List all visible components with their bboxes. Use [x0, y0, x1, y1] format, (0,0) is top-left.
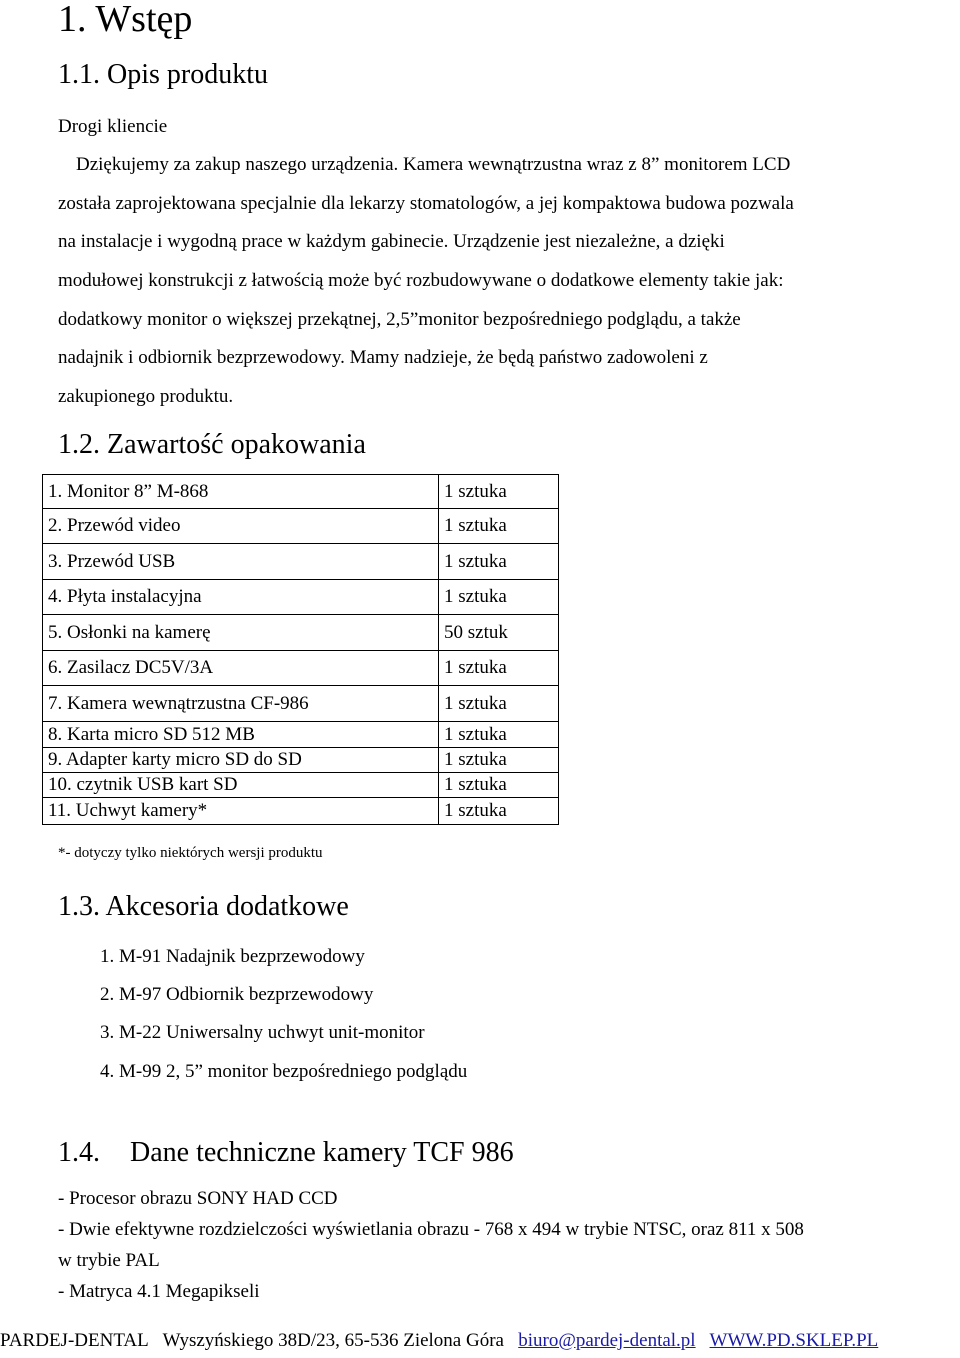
table-row	[43, 509, 559, 544]
item-name: 3. Przewód USB	[43, 544, 439, 580]
table-row	[43, 580, 559, 615]
item-quantity: 1 sztuka	[439, 748, 559, 773]
item-quantity: 1 sztuka	[439, 475, 559, 509]
table-row	[43, 748, 559, 773]
section-title-tech-specs: Dane techniczne kamery TCF 986	[130, 1137, 514, 1168]
item-name: 7. Kamera wewnątrzustna CF-986	[43, 686, 439, 722]
item-quantity: 1 sztuka	[439, 773, 559, 798]
table-row	[43, 798, 559, 825]
spec-line: - Procesor obrazu SONY HAD CCD	[58, 1188, 338, 1209]
paragraph-line	[58, 231, 725, 253]
package-contents-table	[42, 474, 559, 825]
table-row	[43, 475, 559, 509]
paragraph-line: Dziękujemy za zakup naszego urządzenia. Kamera wewnątrzustna wraz z 8” monitorem LCD	[76, 154, 791, 175]
list-item: 4. M-99 2, 5” monitor bezpośredniego podglądu	[100, 1061, 468, 1082]
item-quantity: 50 sztuk	[439, 615, 559, 651]
greeting: Drogi kliencie	[58, 116, 168, 137]
list-item: 1. M-91 Nadajnik bezprzewodowy	[100, 946, 365, 967]
table-row	[43, 615, 559, 651]
list-item: 3. M-22 Uniwersalny uchwyt unit-monitor	[100, 1022, 425, 1043]
main-heading: 1. Wstęp	[58, 0, 193, 40]
item-name: 1. Monitor 8” M-868	[43, 475, 439, 509]
item-name: 6. Zasilacz DC5V/3A	[43, 651, 439, 686]
footer-company: PARDEJ-DENTAL	[0, 1330, 149, 1351]
section-title-product-description: 1.1. Opis produktu	[58, 59, 268, 90]
table-row	[43, 686, 559, 722]
paragraph-line: modułowej konstrukcji z łatwością może być rozbudowywane o dodatkowe elementy takie jak:	[58, 270, 784, 291]
paragraph-line: nadajnik i odbiornik bezprzewodowy. Mamy nadzieje, że będą państwo zadowoleni z	[58, 347, 708, 368]
paragraph-line: dodatkowy monitor o większej przekątnej, 2,5”monitor bezpośredniego podglądu, a także	[58, 309, 741, 330]
spec-line: - Matryca 4.1 Megapikseli	[58, 1281, 260, 1302]
item-name: 9. Adapter karty micro SD do SD	[43, 748, 439, 773]
item-quantity: 1 sztuka	[439, 651, 559, 686]
section-number-tech-specs: 1.4.	[58, 1137, 100, 1168]
item-quantity: 1 sztuka	[439, 798, 559, 825]
item-name: 8. Karta micro SD 512 MB	[43, 722, 439, 748]
paragraph-line: zakupionego produktu.	[58, 386, 234, 407]
item-name: 2. Przewód video	[43, 509, 439, 544]
table-row	[43, 722, 559, 748]
table-row	[43, 773, 559, 798]
footnote: *- dotyczy tylko niektórych wersji produktu	[58, 845, 323, 861]
footer-website-link[interactable]: WWW.PD.SKLEP.PL	[709, 1330, 879, 1351]
spec-line: w trybie PAL	[58, 1250, 160, 1271]
spec-line: - Dwie efektywne rozdzielczości wyświetlania obrazu - 768 x 494 w trybie NTSC, oraz 811 x 508	[58, 1219, 804, 1240]
section-title-package-contents: 1.2. Zawartość opakowania	[58, 429, 366, 460]
item-name: 10. czytnik USB kart SD	[43, 773, 439, 798]
paragraph-line-part: na instalacje i wygodną prace w każdym gabinecie.	[58, 231, 454, 252]
item-name: 5. Osłonki na kamerę	[43, 615, 439, 651]
footer-email-link[interactable]: biuro@pardej-dental.pl	[518, 1330, 696, 1351]
page-footer	[0, 1330, 878, 1352]
item-name: 4. Płyta instalacyjna	[43, 580, 439, 615]
item-quantity: 1 sztuka	[439, 722, 559, 748]
item-quantity: 1 sztuka	[439, 544, 559, 580]
list-item: 2. M-97 Odbiornik bezprzewodowy	[100, 984, 374, 1005]
paragraph-line: została zaprojektowana specjalnie dla lekarzy stomatologów, a jej kompaktowa budowa pozwala	[58, 193, 794, 214]
footer-address: Wyszyńskiego 38D/23, 65-536 Zielona Góra	[162, 1330, 504, 1351]
item-quantity: 1 sztuka	[439, 686, 559, 722]
paragraph-line-part: Urządzenie jest niezależne, a dzięki	[453, 231, 725, 252]
table-row	[43, 544, 559, 580]
item-name: 11. Uchwyt kamery*	[43, 798, 439, 825]
item-quantity: 1 sztuka	[439, 580, 559, 615]
item-quantity: 1 sztuka	[439, 509, 559, 544]
table-row	[43, 651, 559, 686]
section-title-accessories: 1.3. Akcesoria dodatkowe	[58, 891, 349, 922]
